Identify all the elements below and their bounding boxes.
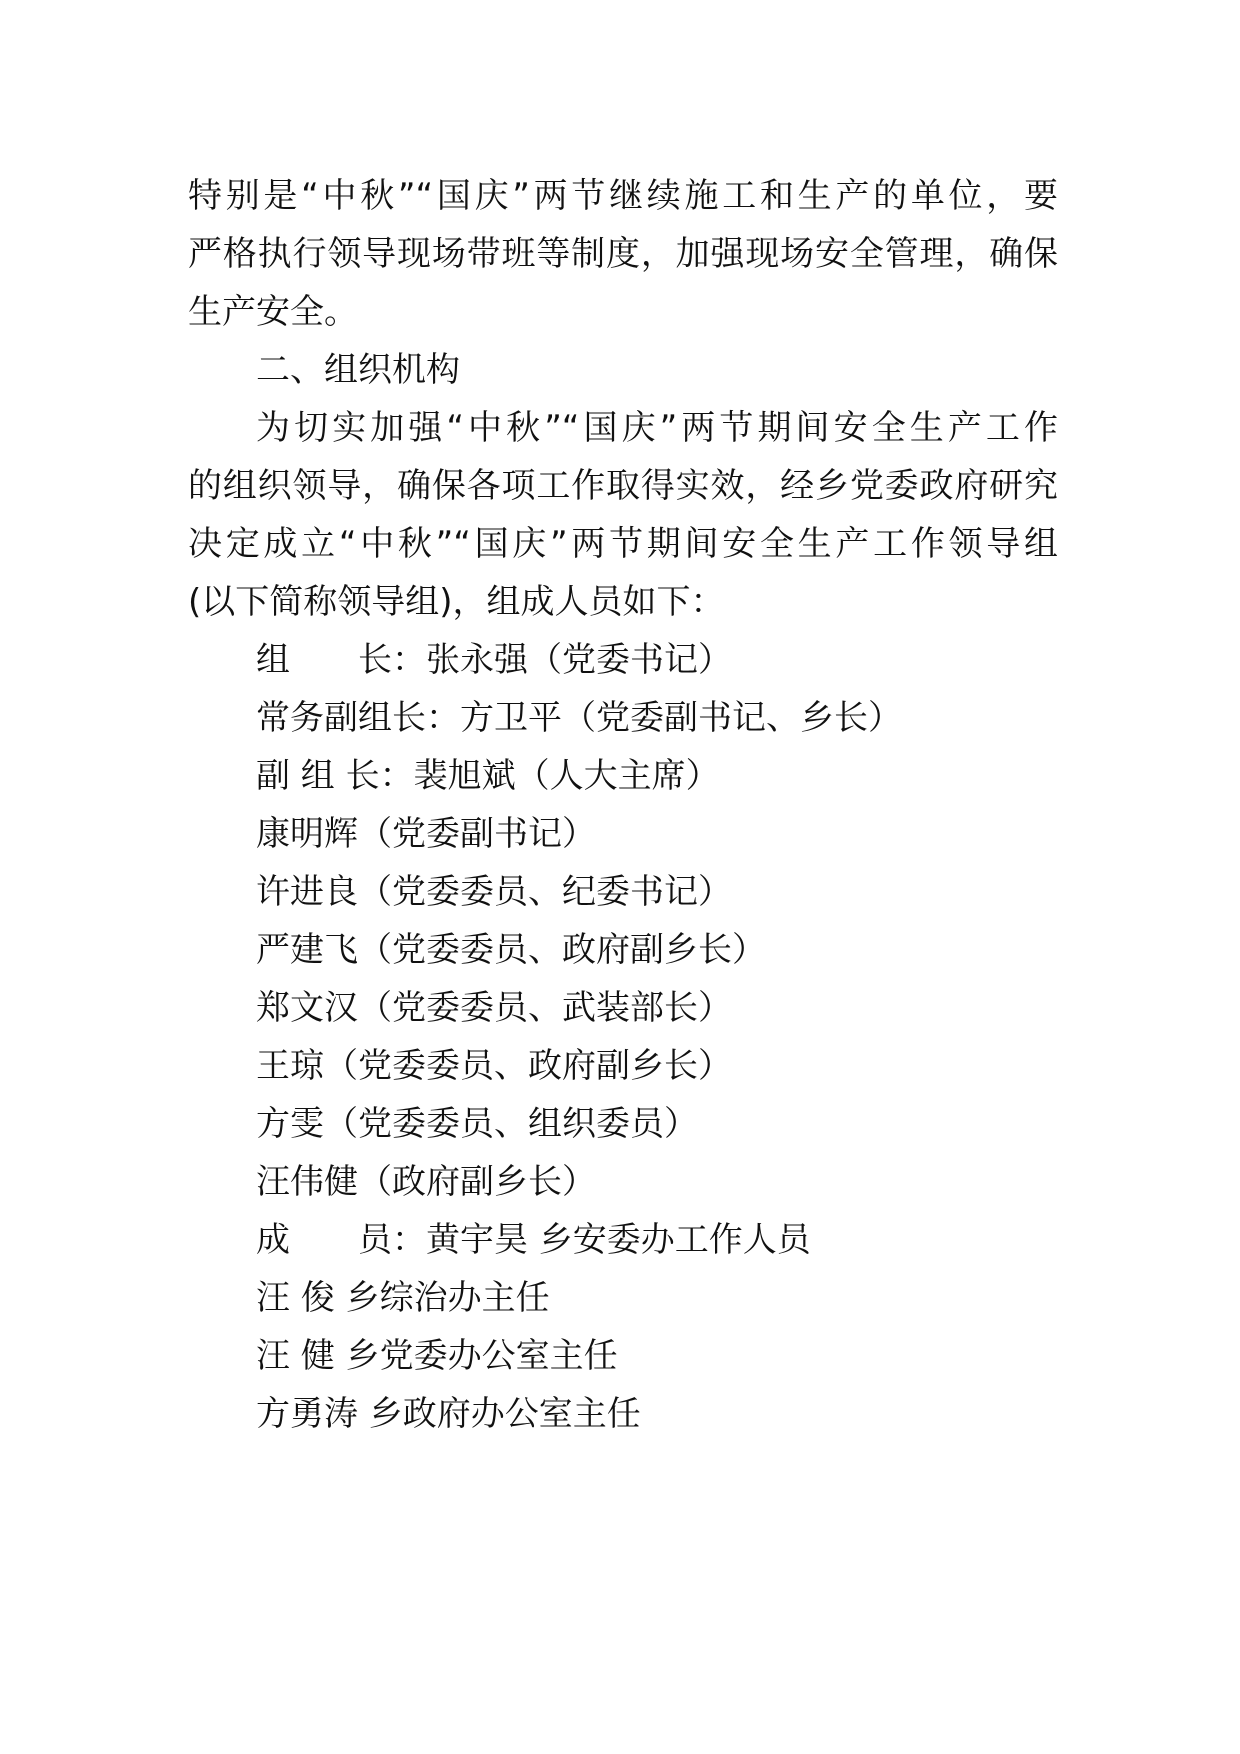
member-deputy: 汪伟健（政府副乡长） <box>256 1162 596 1202</box>
member-deputy: 郑文汉（党委委员、武装部长） <box>256 988 732 1028</box>
member-staff: 汪 健 乡党委办公室主任 <box>256 1336 618 1376</box>
member-leader: 组 长：张永强（党委书记） <box>256 640 732 680</box>
member-deputy: 许进良（党委委员、纪委书记） <box>256 872 732 912</box>
member-deputy: 方雯（党委委员、组织委员） <box>256 1104 698 1144</box>
member-staff: 汪 俊 乡综治办主任 <box>256 1278 550 1318</box>
paragraph-line: (以下简称领导组)，组成人员如下： <box>188 582 725 622</box>
section-heading: 二、组织机构 <box>256 350 460 390</box>
paragraph-line: 为切实加强“中秋”“国庆”两节期间安全生产工作 <box>256 408 1058 448</box>
member-deputy: 王琼（党委委员、政府副乡长） <box>256 1046 732 1086</box>
member-executive-deputy: 常务副组长：方卫平（党委副书记、乡长） <box>256 698 902 738</box>
paragraph-line: 的组织领导，确保各项工作取得实效，经乡党委政府研究 <box>188 466 1058 506</box>
member-deputy: 副 组 长：裴旭斌（人大主席） <box>256 756 720 796</box>
paragraph-line: 严格执行领导现场带班等制度，加强现场安全管理，确保 <box>188 234 1058 274</box>
paragraph-line: 生产安全。 <box>188 292 358 332</box>
member-staff: 方勇涛 乡政府办公室主任 <box>256 1394 641 1434</box>
member-deputy: 严建飞（党委委员、政府副乡长） <box>256 930 766 970</box>
paragraph-line: 决定成立“中秋”“国庆”两节期间安全生产工作领导组 <box>188 524 1058 564</box>
member-staff: 成 员：黄宇昊 乡安委办工作人员 <box>256 1220 811 1260</box>
paragraph-line: 特别是“中秋”“国庆”两节继续施工和生产的单位，要 <box>188 176 1058 216</box>
member-deputy: 康明辉（党委副书记） <box>256 814 596 854</box>
